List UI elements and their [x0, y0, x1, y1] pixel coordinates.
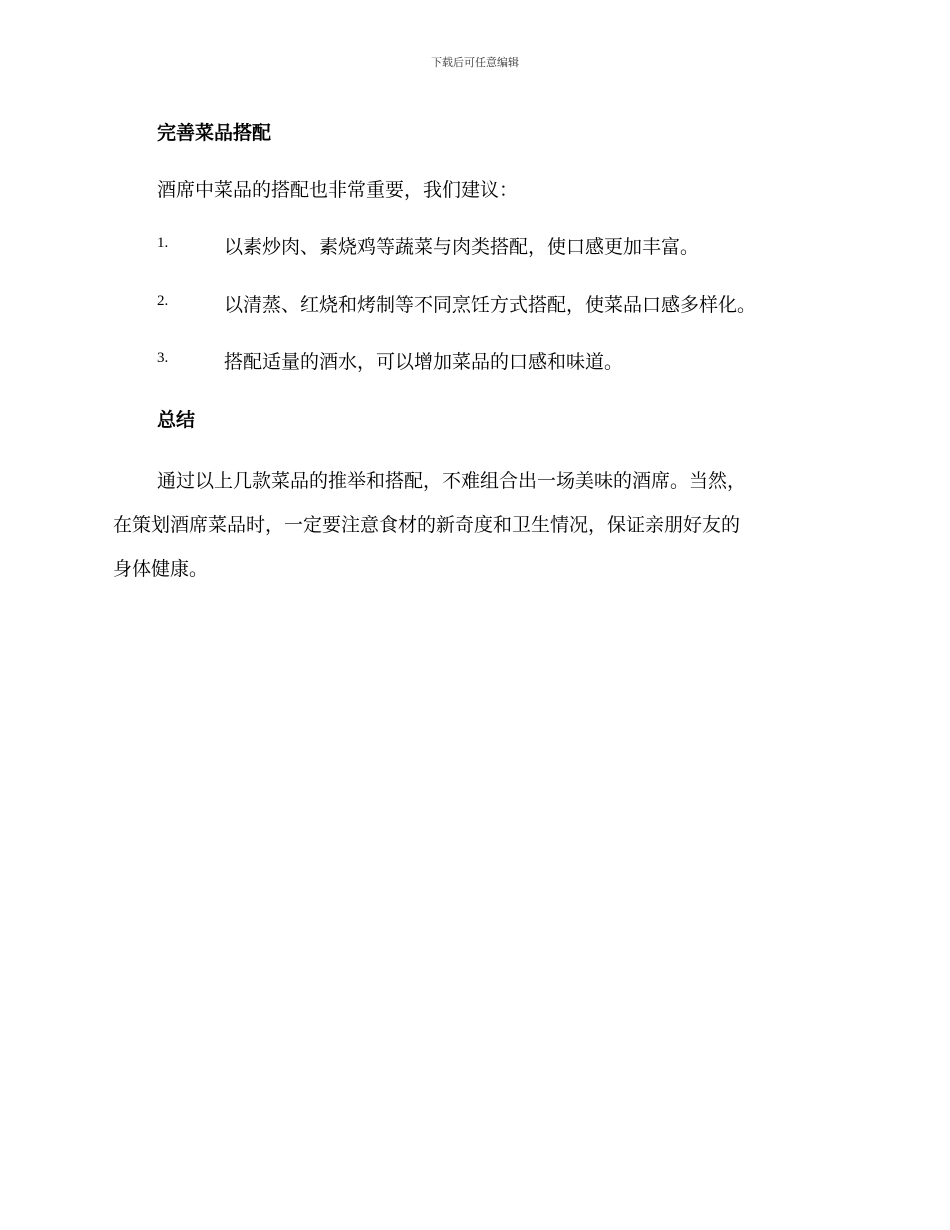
- summary-paragraph: [113, 459, 833, 591]
- list-item-number: 3.: [157, 350, 169, 366]
- list-item-text: 以清蒸、红烧和烤制等不同烹饪方式搭配，使菜品口感多样化。: [224, 294, 757, 316]
- section-heading-dish-pairing: 完善菜品搭配: [157, 122, 272, 144]
- list-item-number: 1.: [157, 235, 169, 251]
- summary-line: 身体健康。: [113, 558, 209, 580]
- section-heading-summary: 总结: [157, 409, 196, 431]
- summary-line: 在策划酒席菜品时，一定要注意食材的新奇度和卫生情况，保证亲朋好友的: [113, 514, 741, 536]
- list-item-number: 2.: [157, 293, 169, 309]
- page-header: 下载后可任意编辑: [431, 56, 519, 69]
- list-item-text: 以素炒肉、素烧鸡等蔬菜与肉类搭配，使口感更加丰富。: [224, 236, 700, 258]
- list-item-text: 搭配适量的酒水，可以增加菜品的口感和味道。: [224, 351, 624, 373]
- intro-paragraph: 酒席中菜品的搭配也非常重要，我们建议：: [157, 179, 519, 201]
- summary-line: 通过以上几款菜品的推举和搭配，不难组合出一场美味的酒席。当然，: [157, 470, 747, 492]
